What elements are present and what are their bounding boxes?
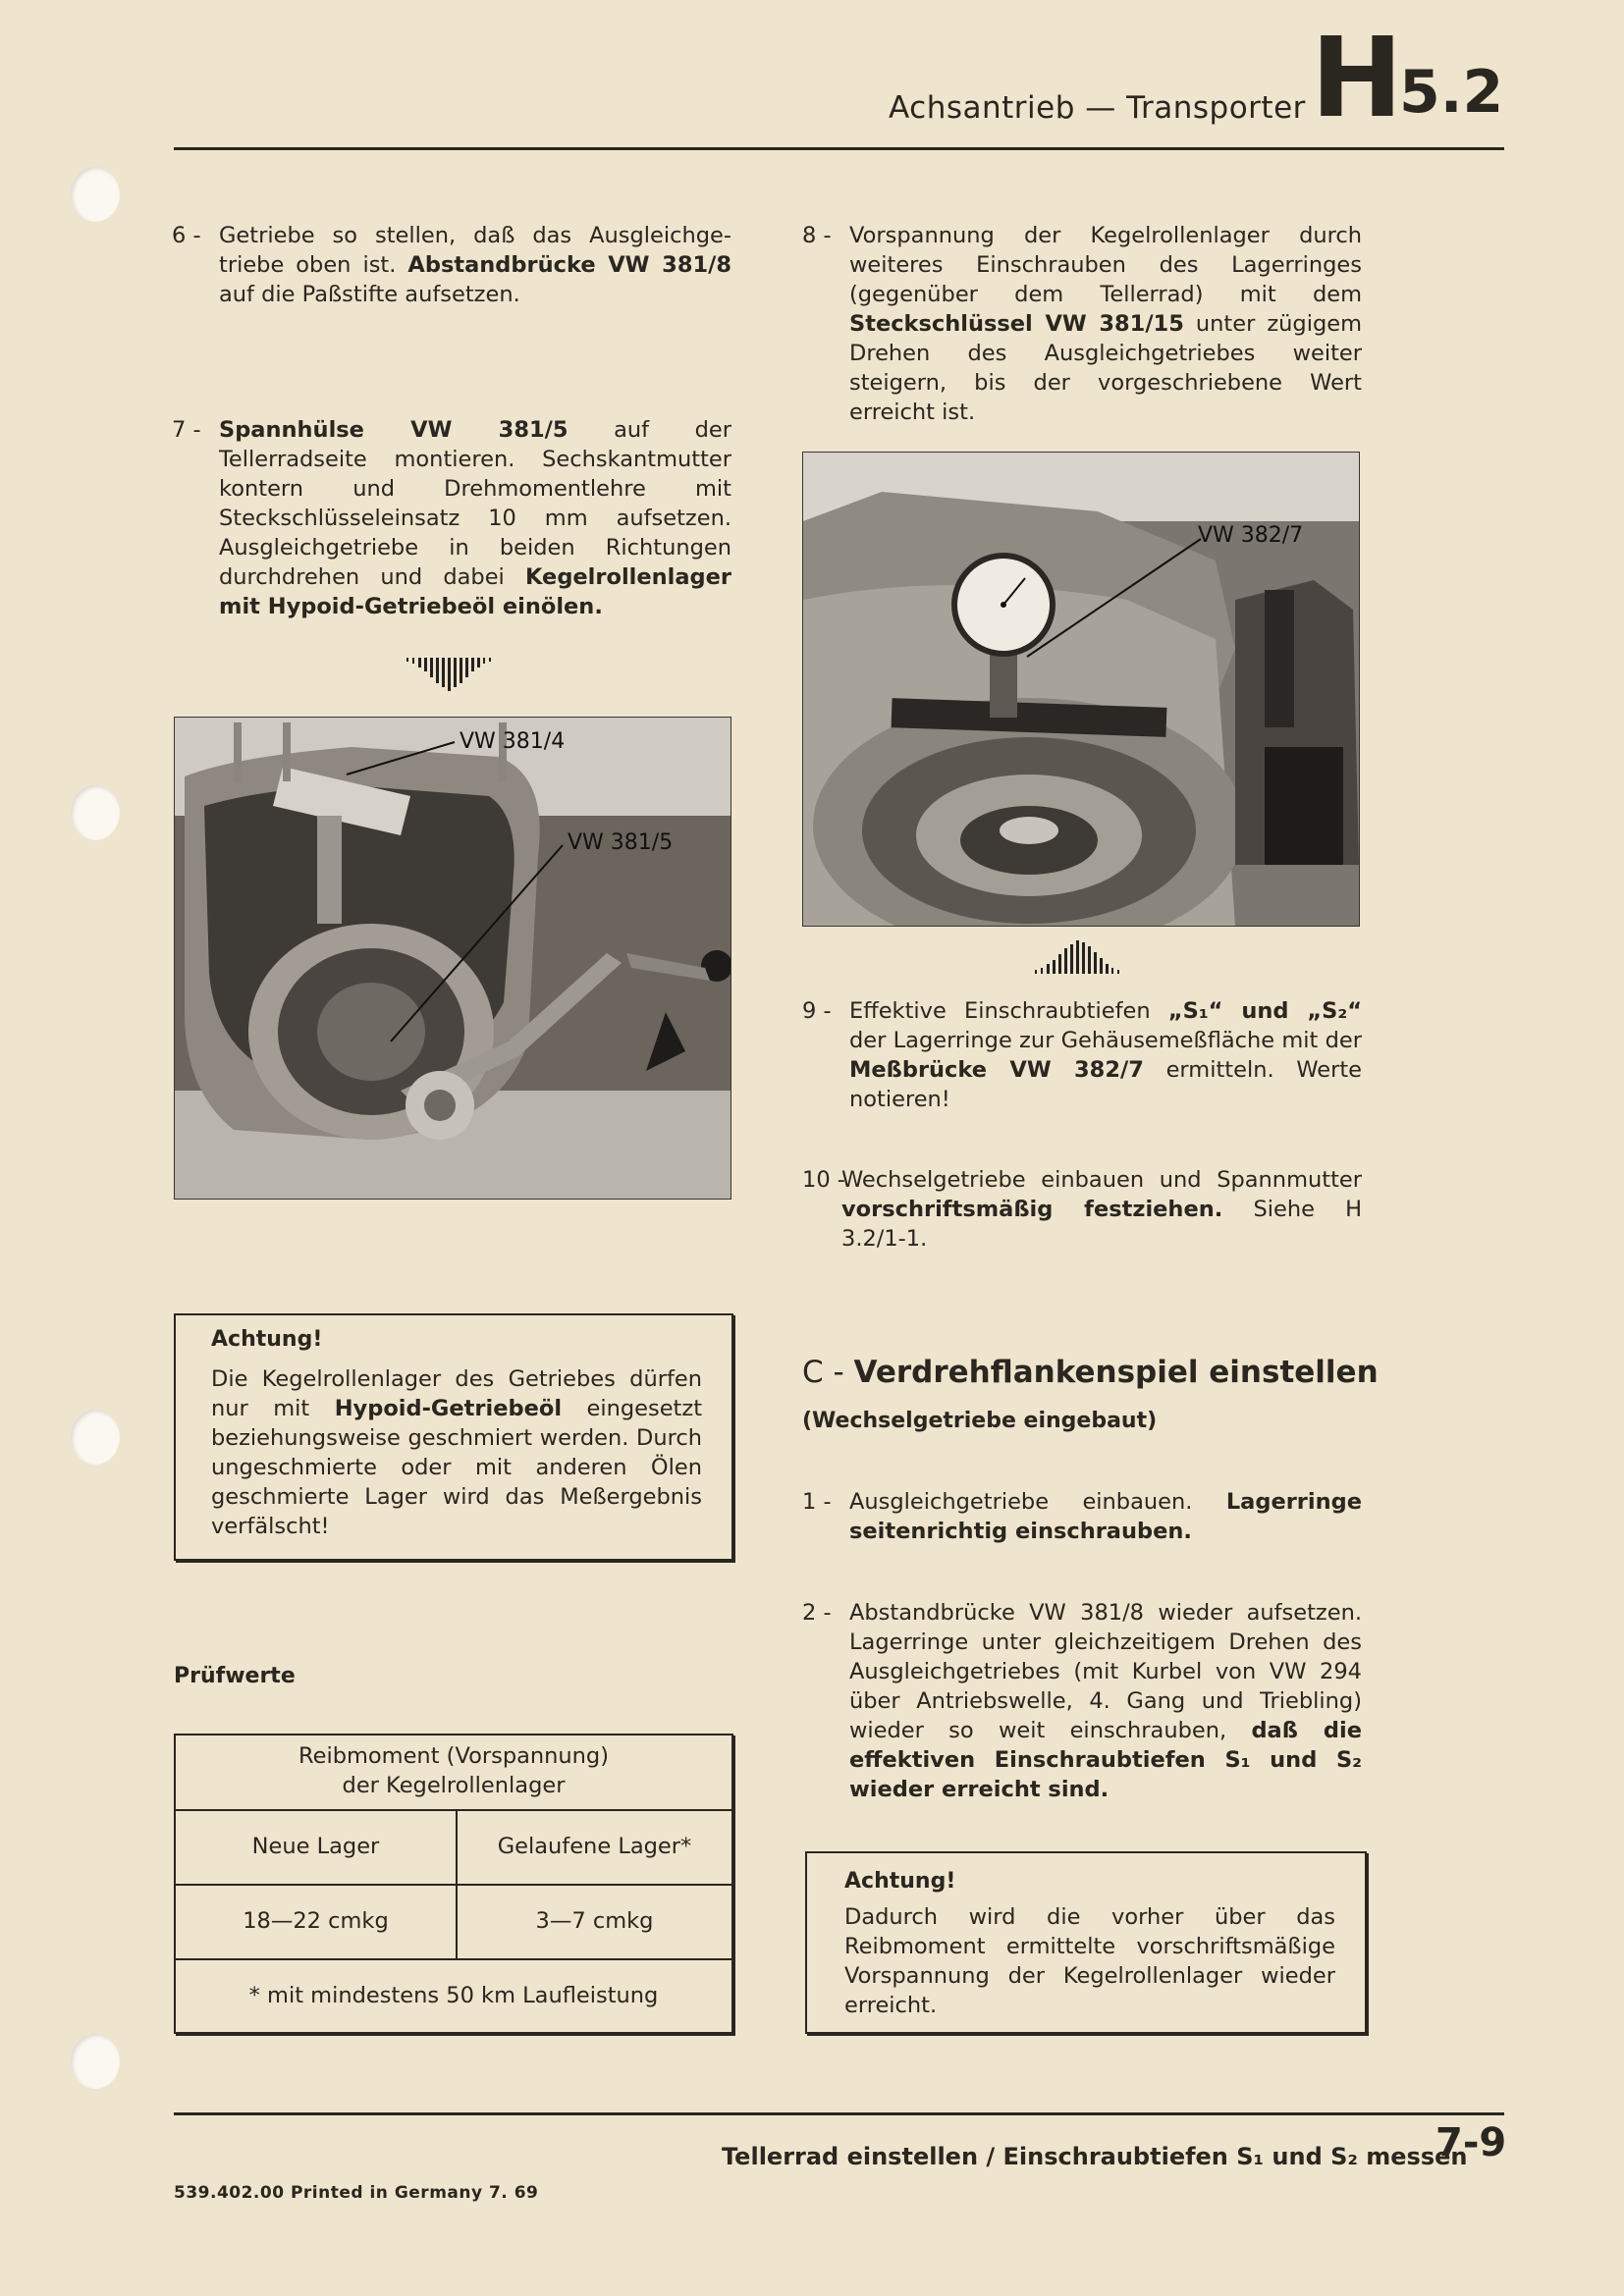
photo-differential-spannhuelse — [174, 717, 731, 1200]
punch-hole — [71, 1410, 120, 1465]
punch-hole — [71, 167, 120, 222]
table-rule — [176, 1958, 731, 1960]
section-c-subtitle: (Wechselgetriebe eingebaut) — [802, 1409, 1158, 1433]
table-title-line1: Reibmoment (Vorspannung) — [298, 1743, 609, 1769]
table-rule — [456, 1809, 458, 1958]
warning-box-left — [174, 1313, 733, 1561]
step-7: 7 - Spannhülse VW 381/5 auf der Tellerradseite montieren. Sechskantmutter kontern und Drehmomentlehre mit Steckschlüsseleinsatz 10 mm aufsetzen. Ausgleichgetriebe in beiden Richtungen durchdrehen und dabei Kegelrollenlager mit Hypoid-Getriebeöl einölen. — [172, 417, 732, 619]
header-section-number: 5.2 — [1399, 58, 1504, 127]
up-arrow-icon — [1031, 940, 1139, 976]
table-header-used: Gelaufene Lager* — [497, 1834, 692, 1859]
test-values-table — [174, 1734, 733, 2034]
footer-rule — [174, 2112, 1504, 2115]
table-header-new: Neue Lager — [251, 1834, 380, 1859]
photo-messbruecke — [802, 452, 1360, 927]
section-c-heading: C - Verdrehflankenspiel einstellen — [802, 1355, 1379, 1390]
table-value-new: 18—22 cmkg — [243, 1908, 389, 1934]
punch-hole — [71, 2034, 120, 2089]
table-footnote: * mit mindestens 50 km Laufleistung — [248, 1983, 659, 2008]
section-c-step-2: 2 - Abstandbrücke VW 381/8 wieder aufsetzen. Lagerringe unter gleichzeitigem Drehen des Ausgleichgetriebes (mit Kurbel von VW 294 über Antriebswelle, 4. Gang und Triebling) wieder so weit einschrauben, daß die effektiven Einschraubtiefen S₁ und S₂ wieder erreicht sind. — [802, 1600, 1362, 1802]
warning-title: Achtung! — [844, 1869, 956, 1894]
warning-text: Dadurch wird die vorher über das Reibmoment ermittelte vorschriftsmäßige Vorspannung der Kegelrollenlager wieder erreicht. — [844, 1904, 1335, 2018]
photo-drawing — [175, 718, 731, 1199]
page-number: 7-9 — [1435, 2120, 1507, 2165]
photo-label-vw3827: VW 382/7 — [1198, 523, 1304, 548]
header-rule — [174, 147, 1504, 150]
table-title-line2: der Kegelrollenlager — [342, 1773, 566, 1798]
footer-title: Tellerrad einstellen / Einschraubtiefen S₁ und S₂ messen — [722, 2143, 1468, 2170]
header-title: Achsantrieb — Transporter — [889, 90, 1306, 126]
step-6: 6 - Getriebe so stellen, daß das Ausgleichge-triebe oben ist. Abstandbrücke VW 381/8 auf die Paßstifte aufsetzen. — [172, 223, 732, 307]
table-value-used: 3—7 cmkg — [535, 1908, 654, 1934]
header-section-letter: H — [1311, 15, 1403, 142]
print-info: 539.402.00 Printed in Germany 7. 69 — [174, 2183, 539, 2203]
photo-label-vw3814: VW 381/4 — [460, 729, 566, 754]
step-10: 10 - Wechselgetriebe einbauen und Spannmutter vorschriftsmäßig festziehen. Siehe H 3.2/1-1. — [802, 1167, 1362, 1252]
warning-box-right — [805, 1851, 1367, 2034]
section-c-step-1: 1 - Ausgleichgetriebe einbauen. Lagerringe seitenrichtig einschrauben. — [802, 1489, 1362, 1544]
punch-hole — [71, 785, 120, 840]
down-arrow-icon — [403, 656, 501, 693]
warning-title: Achtung! — [211, 1327, 323, 1352]
table-rule — [176, 1809, 731, 1811]
table-rule — [176, 1884, 731, 1886]
step-8: 8 - Vorspannung der Kegelrollenlager durch weiteres Einschrauben des Lagerringes (gegenüber dem Tellerrad) mit dem Steckschlüssel VW 381/15 unter zügigem Drehen des Ausgleichgetriebes weiter steigern, bis der vorgeschriebene Wert erreicht ist. — [802, 223, 1362, 425]
test-values-heading: Prüfwerte — [174, 1664, 296, 1688]
step-9: 9 - Effektive Einschraubtiefen „S₁“ und „S₂“ der Lagerringe zur Gehäusemeßfläche mit der Meßbrücke VW 382/7 ermitteln. Werte notieren! — [802, 998, 1363, 1112]
warning-text: Die Kegelrollenlager des Getriebes dürfen nur mit Hypoid-Getriebeöl eingesetzt beziehungsweise geschmiert werden. Durch ungeschmierte oder mit anderen Ölen geschmierte Lager wird das Meßergebnis verfälscht! — [211, 1366, 703, 1539]
photo-label-vw3815: VW 381/5 — [568, 830, 674, 855]
